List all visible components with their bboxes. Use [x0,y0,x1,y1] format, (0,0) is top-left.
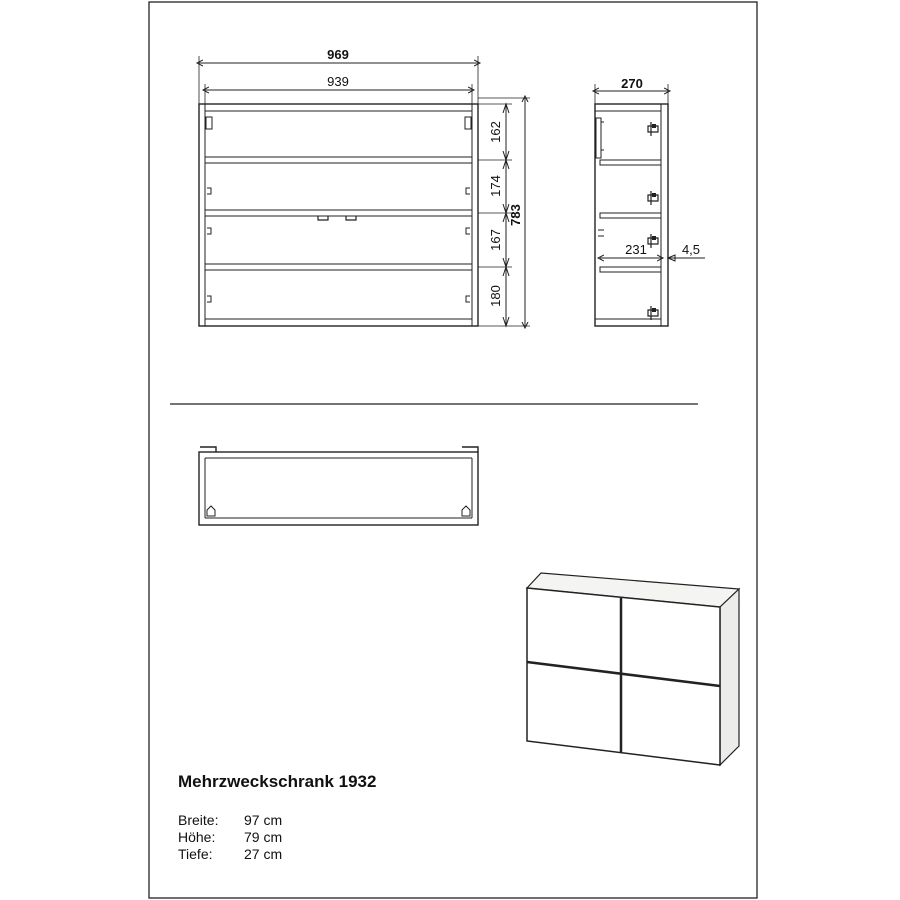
spec-width-label: Breite: [178,812,219,828]
spec-height-label: Höhe: [178,829,216,845]
dim-compartment-3: 167 [488,229,503,251]
product-title: Mehrzweckschrank 1932 [178,772,377,791]
spec-width-value: 97 cm [244,812,283,828]
dim-compartment-1: 162 [488,121,503,143]
spec-depth-label: Tiefe: [178,846,213,862]
dim-compartment-4: 180 [488,285,503,307]
page-frame [149,2,757,898]
dim-door-thickness: 4,5 [681,242,701,257]
top-view-drawing [199,447,478,525]
spec-depth-value: 27 cm [244,846,283,862]
perspective-view [527,573,739,765]
spec-height-value: 79 cm [244,829,283,845]
front-view-drawing [199,56,530,326]
dim-compartment-2: 174 [488,175,503,197]
side-view-drawing [595,84,705,326]
dim-depth: 270 [621,76,643,91]
dim-shelf-depth: 231 [625,242,647,257]
dim-overall-width: 969 [327,47,349,62]
dim-overall-height: 783 [508,204,523,226]
dim-inner-width: 939 [327,74,349,89]
